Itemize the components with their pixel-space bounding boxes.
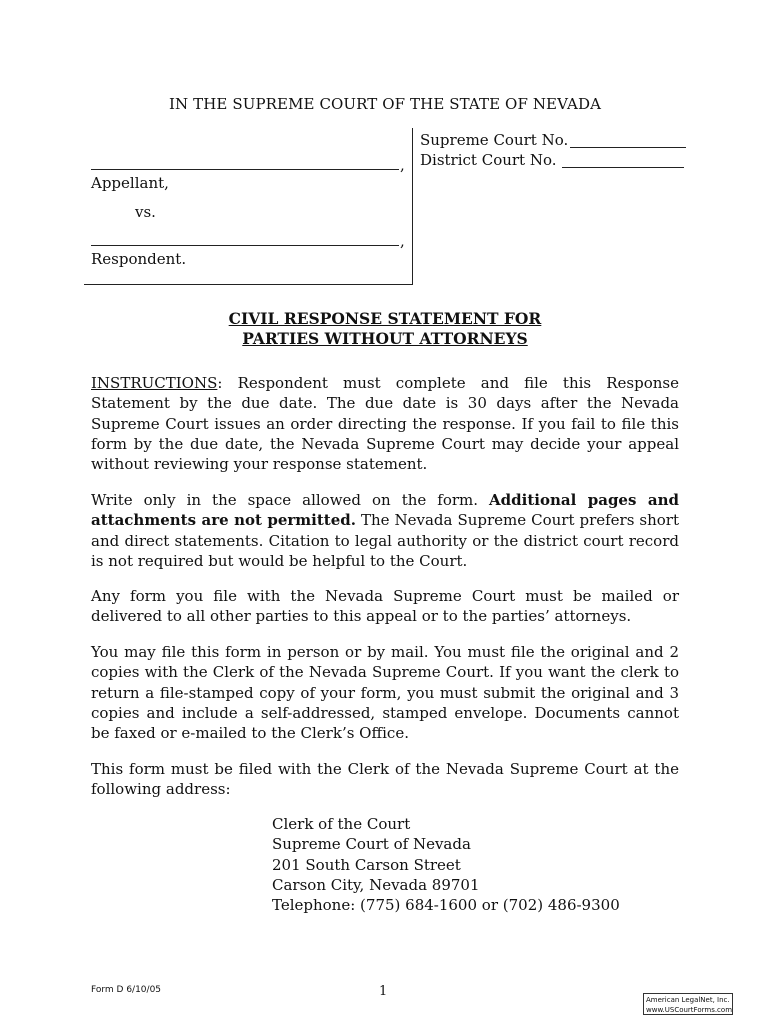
address-telephone: Telephone: (775) 684-1600 or (702) 486-9300 [272, 896, 620, 915]
stamp-line-1: American LegalNet, Inc. [646, 996, 730, 1004]
form-title [0, 309, 770, 349]
space-paragraph [91, 490, 679, 571]
versus-label: vs. [135, 203, 156, 221]
address-line-1: Clerk of the Court [272, 815, 411, 833]
address-line-2: Supreme Court of Nevada [272, 835, 471, 854]
respondent-label: Respondent. [91, 250, 187, 268]
form-title-line-1: CIVIL RESPONSE STATEMENT FOR [228, 309, 542, 328]
supreme-court-no-line[interactable] [570, 147, 686, 148]
instructions-text: : Respondent must complete and file this Response Statement by the due date. The due date is 30 days after the Nevada Supreme Court issues an order directing the response. If you fail to file this form by the due date, the Nevada Supreme Court may decide your appeal without reviewing your response statement. [91, 374, 679, 474]
page-number: 1 [379, 984, 388, 999]
address-line-4: Carson City, Nevada 89701 [272, 875, 480, 894]
space-text-end: The Nevada Supreme Court prefers short and direct statements. Citation to legal authority or the district court record is not required but would be helpful to the Court. [91, 511, 679, 570]
district-court-no-label: District Court No. [420, 151, 557, 169]
respondent-comma: , [400, 232, 405, 250]
address-line-3: 201 South Carson Street [272, 855, 461, 874]
appellant-label: Appellant, [91, 174, 169, 192]
respondent-name-line[interactable] [91, 245, 399, 246]
appellant-name-line[interactable] [91, 169, 399, 170]
form-title-line-2: PARTIES WITHOUT ATTORNEYS [242, 329, 528, 348]
address-intro-paragraph: This form must be filed with the Clerk of the Nevada Supreme Court at the following address: [91, 760, 679, 799]
no-attachments-notice: Additional pages and attachments are not permitted. [91, 491, 679, 530]
supreme-court-no-label: Supreme Court No. [420, 131, 569, 149]
space-text-start: Write only in the space allowed on the form. [91, 491, 490, 509]
district-court-no-line[interactable] [562, 167, 684, 168]
stamp-line-2: www.USCourtForms.com [646, 1006, 733, 1014]
clerk-address [272, 814, 620, 915]
filing-paragraph: You may file this form in person or by mail. You must file the original and 2 copies with the Clerk of the Nevada Supreme Court. If you want the clerk to return a file-stamped copy of your form, you must submit the original and 3 copies and include a self-addressed, stamped envelope. Documents cannot be faxed or e-mailed to the Clerk’s Office. [91, 643, 679, 743]
appellant-comma: , [400, 156, 405, 174]
form-identifier: Form D 6/10/05 [91, 985, 162, 995]
instructions-paragraph [91, 373, 679, 474]
service-paragraph: Any form you file with the Nevada Supreme Court must be mailed or delivered to all other parties to this appeal or to the parties’ attorneys. [91, 587, 679, 626]
court-title: IN THE SUPREME COURT OF THE STATE OF NEVADA [169, 95, 601, 113]
instructions-heading: INSTRUCTIONS [91, 374, 218, 392]
publisher-stamp [643, 993, 733, 1015]
